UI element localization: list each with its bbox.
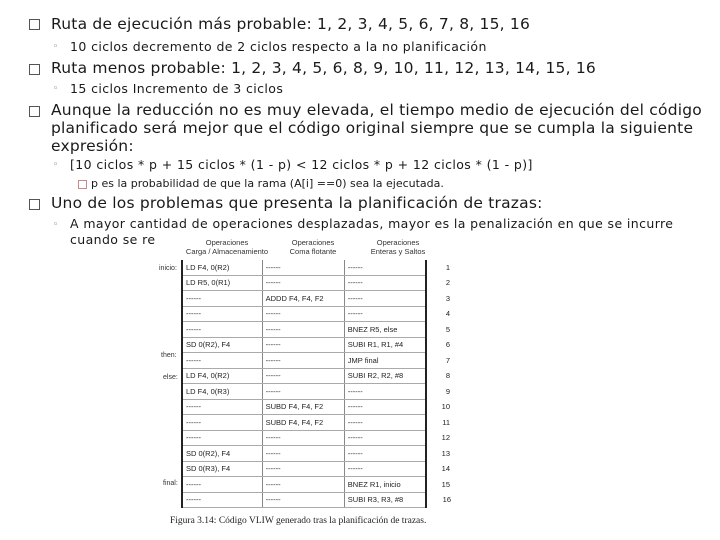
cell-integer-branch: ------ — [344, 260, 426, 275]
table-row — [182, 415, 454, 431]
table-row — [182, 399, 454, 415]
cell-cycle-number: 9 — [445, 386, 450, 396]
cell-floating-point: ------ — [262, 275, 344, 291]
cell-load-store: ------ — [182, 353, 262, 369]
cell-floating-point: ------ — [262, 260, 344, 275]
bullet-1-text: Ruta de ejecución más probable: 1, 2, 3, 4, 5, 6, 7, 8, 15, 16 — [51, 15, 531, 33]
bullet-box-icon — [29, 64, 40, 75]
cell-load-store: SD 0(R2), F4 — [182, 446, 262, 462]
cell-integer-branch: BNEZ R5, else — [344, 322, 426, 338]
bullet-4-text: Uno de los problemas que presenta la planificación de trazas: — [51, 194, 543, 212]
cell-load-store: ------ — [182, 477, 262, 493]
cell-floating-point: ------ — [262, 477, 344, 493]
cell-integer-branch: ------ — [344, 446, 426, 462]
cell-floating-point: ADDD F4, F4, F2 — [262, 291, 344, 307]
table-row — [182, 322, 454, 338]
header-load-store: Operaciones Carga / Almacenamiento — [185, 238, 269, 256]
cell-floating-point: ------ — [262, 461, 344, 477]
table-row — [182, 260, 454, 275]
cell-cycle-number: 8 — [445, 371, 450, 381]
cell-load-store: ------ — [182, 322, 262, 338]
vliw-table — [181, 260, 455, 508]
cell-integer-branch: ------ — [344, 291, 426, 307]
cell-floating-point: ------ — [262, 446, 344, 462]
cell-load-store: LD F4, 0(R3) — [182, 384, 262, 400]
cell-integer-branch: ------ — [344, 306, 426, 322]
cell-integer-branch: ------ — [344, 415, 426, 431]
cell-load-store: SD 0(R2), F4 — [182, 337, 262, 353]
bullet-3-line-1: Aunque la reducción no es muy elevada, el tiempo medio de ejecución del código — [51, 101, 702, 119]
cell-integer-branch: ------ — [344, 399, 426, 415]
table-row — [182, 275, 454, 291]
table-row — [182, 384, 454, 400]
cell-integer-branch: ------ — [344, 461, 426, 477]
bullet-box-icon — [29, 106, 40, 117]
cell-cycle-number: 1 — [445, 263, 450, 272]
cell-cycle-number: 15 — [441, 479, 450, 489]
figure-caption: Figura 3.14: Código VLIW generado tras la planificación de trazas. — [170, 516, 427, 526]
cell-floating-point: ------ — [262, 368, 344, 384]
cell-load-store: ------ — [182, 399, 262, 415]
table-row — [182, 430, 454, 446]
table-row — [182, 291, 454, 307]
cell-cycle-number: 12 — [441, 433, 450, 443]
cell-floating-point: ------ — [262, 306, 344, 322]
cell-integer-branch: BNEZ R1, inicio — [344, 477, 426, 493]
cell-cycle-number: 5 — [445, 324, 450, 334]
sub-bullet-dot-icon: ◦ — [53, 220, 59, 230]
cell-floating-point: ------ — [262, 384, 344, 400]
table-row — [182, 492, 454, 508]
cell-load-store: ------ — [182, 430, 262, 446]
cell-cycle-number: 14 — [441, 464, 450, 474]
label-then: then: — [161, 352, 177, 359]
table-row — [182, 477, 454, 493]
sub-bullet-dot-icon: ◦ — [53, 160, 59, 170]
cell-floating-point: ------ — [262, 322, 344, 338]
cell-integer-branch: SUBI R3, R3, #8 — [344, 492, 426, 508]
cell-integer-branch: JMP final — [344, 353, 426, 369]
cell-cycle-number: 13 — [441, 448, 450, 458]
cell-integer-branch: ------ — [344, 275, 426, 291]
cell-load-store: SD 0(R3), F4 — [182, 461, 262, 477]
cell-load-store: LD F4, 0(R2) — [182, 368, 262, 384]
bullet-box-icon — [29, 19, 40, 30]
cell-cycle-number: 11 — [442, 417, 450, 427]
header-floating-point: Operaciones Coma flotante — [289, 238, 337, 256]
cell-cycle-number: 2 — [445, 278, 450, 288]
bullet-3-line-3: expresión: — [51, 137, 134, 155]
cell-integer-branch: SUBI R1, R1, #4 — [344, 337, 426, 353]
cell-load-store: ------ — [182, 415, 262, 431]
bullet-3-subsub: p es la probabilidad de que la rama (A[i] ==0) sea la ejecutada. — [91, 177, 444, 190]
cell-cycle-number: 7 — [445, 355, 450, 365]
sub-bullet-dot-icon: ◦ — [53, 84, 59, 94]
cell-cycle-number: 10 — [441, 402, 450, 412]
cell-load-store: LD F4, 0(R2) — [182, 260, 262, 275]
cell-floating-point: SUBD F4, F4, F2 — [262, 399, 344, 415]
vliw-figure — [155, 234, 455, 540]
cell-cycle-number: 16 — [442, 495, 451, 505]
bullet-2-text: Ruta menos probable: 1, 2, 3, 4, 5, 6, 8, 9, 10, 11, 12, 13, 14, 15, 16 — [51, 59, 596, 77]
table-row — [182, 337, 454, 353]
cell-integer-branch: SUBI R2, R2, #8 — [344, 368, 426, 384]
table-row — [182, 353, 454, 369]
cell-load-store: LD R5, 0(R1) — [182, 275, 262, 291]
sub-bullet-dot-icon: ◦ — [53, 42, 59, 52]
cell-floating-point: ------ — [262, 337, 344, 353]
table-row — [182, 306, 454, 322]
cell-cycle-number: 6 — [445, 340, 450, 350]
cell-load-store: ------ — [182, 306, 262, 322]
bullet-3-sub: [10 ciclos * p + 15 ciclos * (1 - p) < 12 ciclos * p + 12 ciclos * (1 - p)] — [70, 157, 533, 172]
cell-load-store: ------ — [182, 492, 262, 508]
label-inicio: inicio: — [159, 265, 177, 272]
third-level-bullet-icon — [78, 180, 87, 189]
cell-floating-point: SUBD F4, F4, F2 — [262, 415, 344, 431]
bullet-box-icon — [29, 199, 40, 210]
table-row — [182, 461, 454, 477]
bullet-3-line-2: planificado será mejor que el código original siempre que se cumpla la siguiente — [51, 119, 694, 137]
bullet-4-sub-line-2: cuando se re — [70, 232, 156, 247]
label-else: else: — [163, 374, 178, 381]
cell-integer-branch: ------ — [344, 384, 426, 400]
table-row — [182, 446, 454, 462]
header-integer-branch: Operaciones Enteras y Saltos — [370, 238, 426, 256]
table-row — [182, 368, 454, 384]
cell-cycle-number: 4 — [445, 309, 450, 319]
bullet-1-sub: 10 ciclos decremento de 2 ciclos respecto a la no planificación — [70, 39, 487, 54]
cell-cycle-number: 3 — [445, 293, 450, 303]
cell-floating-point: ------ — [262, 430, 344, 446]
cell-floating-point: ------ — [262, 492, 344, 508]
bullet-4-sub-line-1: A mayor cantidad de operaciones desplazadas, mayor es la penalización en que se incurre — [70, 216, 674, 231]
cell-load-store: ------ — [182, 291, 262, 307]
cell-integer-branch: ------ — [344, 430, 426, 446]
bullet-2-sub: 15 ciclos Incremento de 3 ciclos — [70, 81, 284, 96]
label-final: final: — [163, 480, 178, 487]
cell-floating-point: ------ — [262, 353, 344, 369]
